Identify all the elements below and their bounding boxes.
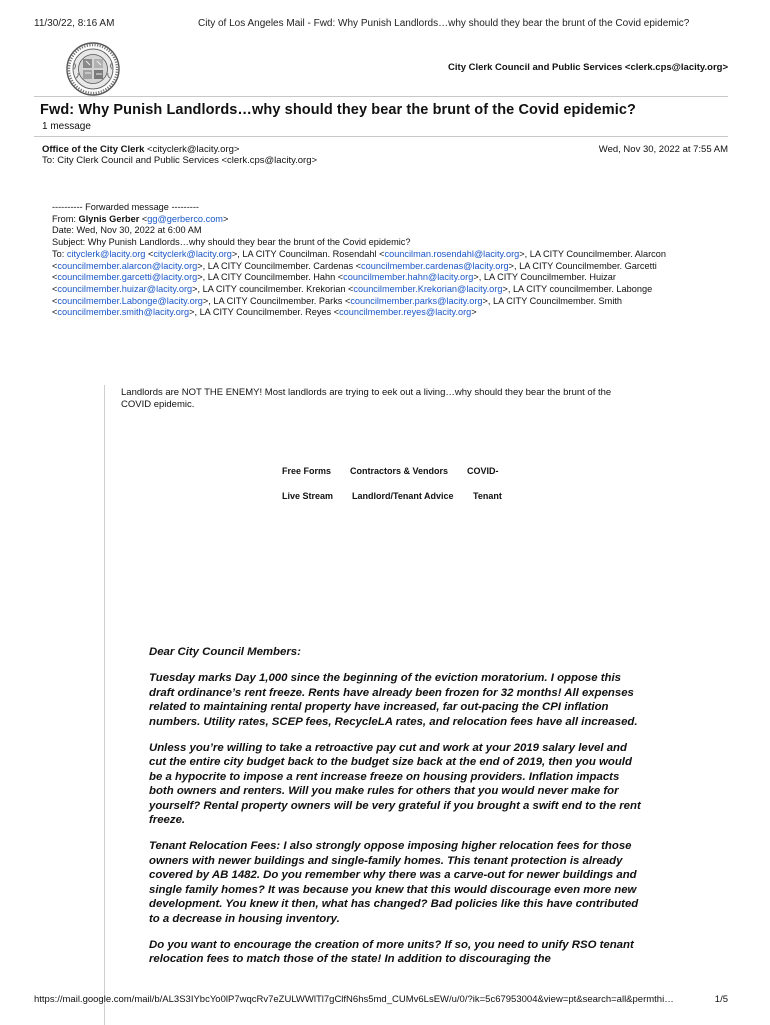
nav-link-covid[interactable]: COVID- — [467, 466, 499, 476]
quoted-intro: Landlords are NOT THE ENEMY! Most landlords are trying to eek out a living…why should they bear the brunt of the COVID epidemic. — [121, 387, 612, 410]
subject-divider — [34, 136, 728, 137]
email-subject: Fwd: Why Punish Landlords…why should they bear the brunt of the Covid epidemic? — [40, 102, 636, 118]
email-link[interactable]: councilmember.parks@lacity.org — [350, 295, 483, 306]
forwarded-message-header — [52, 202, 732, 319]
forwarded-from-name: Glynis Gerber — [78, 213, 140, 224]
email-link[interactable]: councilmember.smith@lacity.org — [57, 307, 190, 318]
nav-link-free-forms[interactable]: Free Forms — [282, 466, 332, 476]
email-link[interactable]: councilmember.hahn@lacity.org — [343, 272, 474, 283]
email-link[interactable]: cityclerk@lacity.org — [153, 248, 232, 259]
letter-paragraph: Do you want to encourage the creation of more units? If so, you need to unify RSO tenant relocation fees to match those of the state! In addition to discouraging the — [149, 938, 634, 966]
nav-link-live-stream[interactable]: Live Stream — [282, 491, 334, 501]
email-link[interactable]: councilmember.garcetti@lacity.org — [57, 272, 198, 283]
letter-paragraph: Tenant Relocation Fees: I also strongly oppose imposing higher relocation fees for those owners with newer buildings and single-family homes. This tenant protection is already covered by AB 1482. Do you remember why there was a carve-out for newer buildings and single family homes? It was because you knew that this would discourage even more new development. You knew it then, what has changed? Bad policies like this have contributed to a decrease in housing inventory. — [149, 840, 639, 925]
nav-link-contractors-vendors[interactable]: Contractors & Vendors — [350, 466, 449, 476]
header-divider — [34, 96, 728, 97]
print-datetime: 11/30/22, 8:16 AM — [34, 18, 115, 29]
print-footer-url: https://mail.google.com/mail/b/AL3S3IYbcYo0lP7wqcRv7eZULWWlTl7gClfN6hs5md_CUMv6LsEW/u/0/?ik=5c67953004&view=pt&search=all&permthi… — [34, 994, 674, 1005]
letter-paragraph: Tuesday marks Day 1,000 since the beginning of the eviction moratorium. I oppose this draft ordinance’s rent freeze. Rents have already been frozen for 32 months! All expenses related to maintaining rental property have increased, far out-pacing the CPI inflation numbers. Utility rates, SCEP fees, RecycleLA rates, and relocation fees have all increased. — [149, 672, 638, 728]
forwarded-banner: ---------- Forwarded message --------- — [52, 202, 199, 212]
forwarded-subject: Subject: Why Punish Landlords…why should they bear the brunt of the Covid epidemic? — [52, 237, 411, 248]
sender-email: <cityclerk@lacity.org> — [144, 144, 240, 155]
email-link[interactable]: councilmember.huizar@lacity.org — [57, 283, 193, 294]
sent-date: Wed, Nov 30, 2022 at 7:55 AM — [598, 144, 728, 155]
email-link[interactable]: councilmember.cardenas@lacity.org — [361, 260, 509, 271]
forwarded-recipients: To: cityclerk@lacity.org <cityclerk@lacity.org>, LA CITY Councilman. Rosendahl <councilman.rosendahl@lacity.org>, LA CITY Councilmember. Alarcon <councilmember.alarcon@lacity.org>, LA CITY Councilmember. Cardenas <councilmember.cardenas@lacity.org>, LA CITY Councilmember. Garcetti <councilmember.garcetti@lacity.org>, LA CITY Councilmember. Hahn <councilmember.hahn@lacity.org>, LA CITY Councilmember. Huizar <councilmember.huizar@lacity.org>, LA CITY councilmember. Krekorian <councilmember.Krekorian@lacity.org>, LA CITY councilmember. Labonge <councilmember.Labonge@lacity.org>, LA CITY Councilmember. Parks <councilmember.parks@lacity.org>, LA CITY Councilmember. Smith <councilmember.smith@lacity.org>, LA CITY Councilmember. Reyes <councilmember.reyes@lacity.org> — [52, 248, 666, 318]
email-link[interactable]: councilmember.Labonge@lacity.org — [57, 295, 203, 306]
message-count: 1 message — [42, 121, 91, 132]
account-address: City Clerk Council and Public Services <clerk.cps@lacity.org> — [448, 62, 728, 73]
letter-paragraph: Unless you’re willing to take a retroactive pay cut and work at your 2019 salary level and cut the entire city budget back to the budget size back at the end of 2019, then you would be a hypocrite to impose a rent increase freeze on housing providers. Inflation impacts both owners and renters. Will you make rules for others that you would never make for yourself? Rental property owners will be very grateful if you brought a swift end to the rent freeze. — [149, 742, 641, 827]
forwarded-from-email-link[interactable]: gg@gerberco.com — [147, 213, 223, 224]
nav-link-tenant[interactable]: Tenant — [473, 491, 502, 501]
forwarded-date: Date: Wed, Nov 30, 2022 at 6:00 AM — [52, 225, 202, 236]
email-link[interactable]: councilmember.alarcon@lacity.org — [57, 260, 198, 271]
email-link[interactable]: councilman.rosendahl@lacity.org — [384, 248, 520, 259]
nav-link-landlord-tenant-advice[interactable]: Landlord/Tenant Advice — [352, 491, 454, 501]
forwarded-from: From: Glynis Gerber <gg@gerberco.com> — [52, 213, 229, 224]
email-link[interactable]: cityclerk@lacity.org — [66, 248, 146, 259]
letter-salutation: Dear City Council Members: — [149, 646, 301, 658]
sender-line — [42, 144, 239, 155]
print-page-number: 1/5 — [714, 994, 728, 1005]
print-title: City of Los Angeles Mail - Fwd: Why Punish Landlords…why should they bear the brunt of the Covid epidemic? — [198, 18, 690, 29]
city-seal-logo — [66, 42, 120, 96]
letter-body — [149, 645, 641, 979]
email-link[interactable]: councilmember.reyes@lacity.org — [339, 307, 472, 318]
email-link[interactable]: councilmember.Krekorian@lacity.org — [353, 283, 503, 294]
recipient-line: To: City Clerk Council and Public Services <clerk.cps@lacity.org> — [42, 155, 318, 166]
sender-name: Office of the City Clerk — [42, 144, 145, 155]
